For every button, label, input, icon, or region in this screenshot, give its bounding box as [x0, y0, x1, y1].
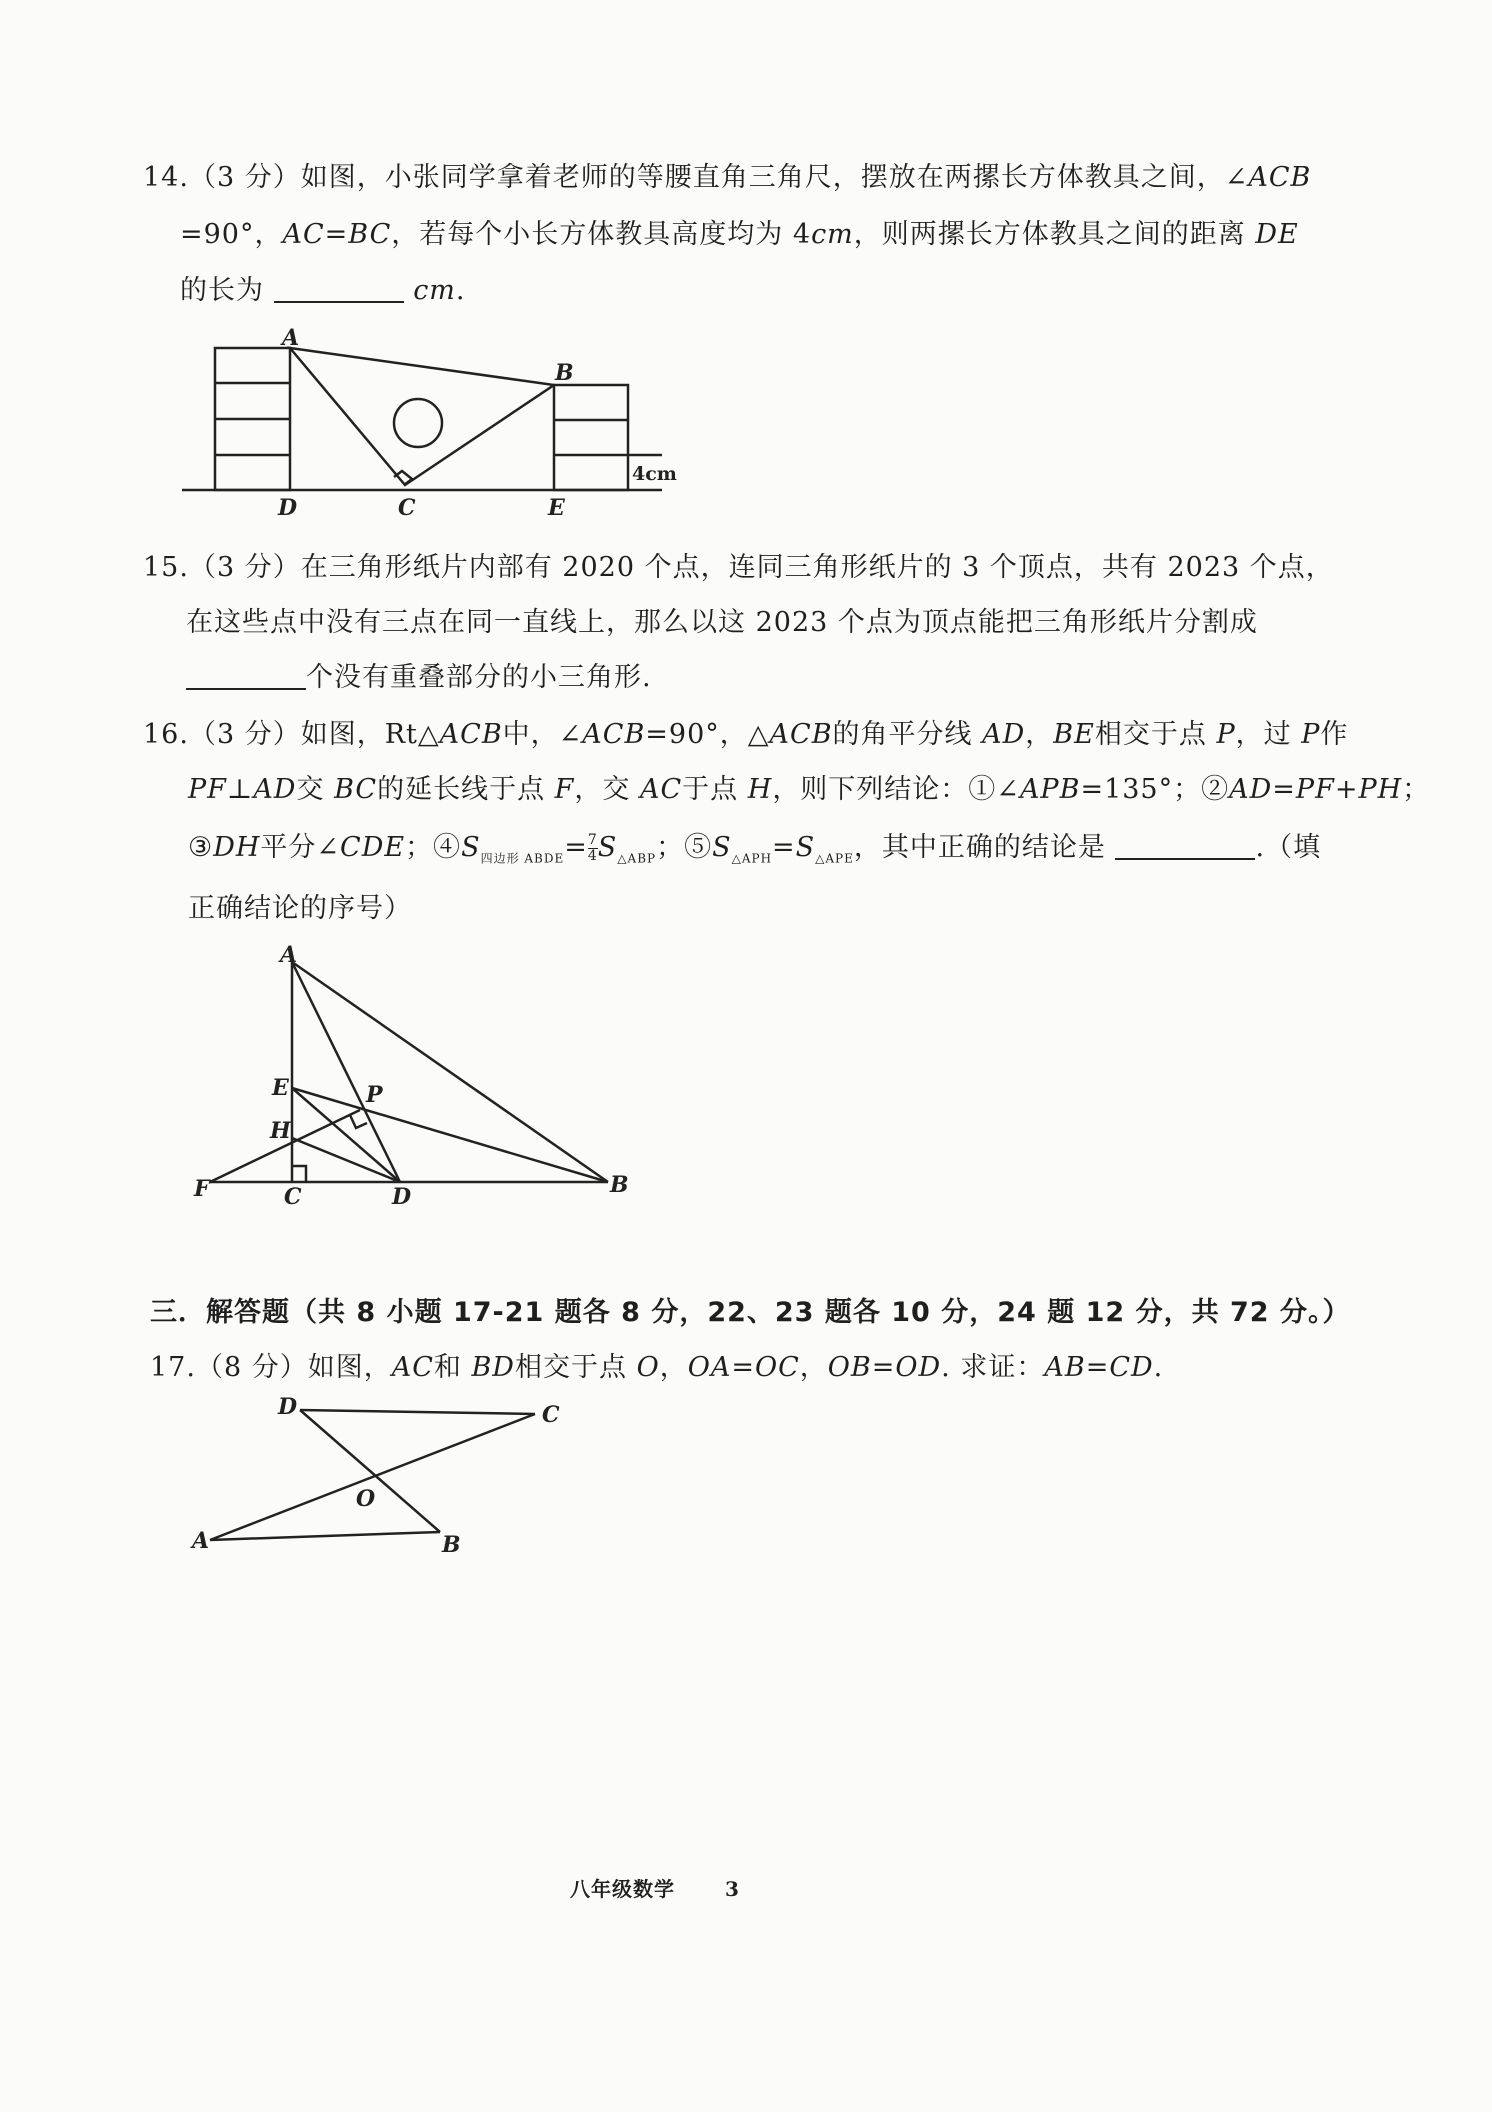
q14-line1: [143, 155, 1311, 194]
q17-math: BD: [471, 1352, 515, 1383]
q15-answer-blank[interactable]: [186, 662, 306, 690]
q16-math: P: [1301, 719, 1321, 750]
q14-ac: AC: [282, 219, 325, 250]
q16-subscript: △APE: [815, 851, 854, 866]
page-footer: [570, 1873, 790, 1902]
q14-label-a: A: [282, 325, 300, 351]
q16-math: PH: [1358, 774, 1403, 805]
q17-label-d: D: [278, 1394, 298, 1420]
section3-heading: 三．解答题（共 8 小题 17-21 题各 8 分，22、23 题各 10 分，24 题 12 分，共 72 分。）: [150, 1297, 1351, 1328]
q14-text: =90°，: [180, 219, 283, 250]
q17-text: ，: [659, 1352, 688, 1383]
q16-text: ；④: [405, 832, 462, 863]
q17-math: AC: [391, 1352, 434, 1383]
q16-math: BE: [1053, 719, 1095, 750]
q16-math: DH: [213, 832, 261, 863]
q16-math: AC: [640, 774, 683, 805]
q14-unit: cm: [413, 275, 456, 306]
footer-page-number: 3: [725, 1877, 740, 1901]
q16-text: +: [1334, 774, 1359, 805]
q17-text: =: [871, 1352, 896, 1383]
q16-text: .（填: [1255, 832, 1322, 863]
q17-math: O: [636, 1352, 660, 1383]
q16-figure: [180, 940, 640, 1210]
q16-line2: [188, 767, 1430, 806]
q16-text: 相交于点: [1094, 719, 1217, 750]
q16-text: =: [1272, 774, 1296, 805]
q16-label-c: C: [284, 1184, 302, 1210]
q17-text: . 求证：: [941, 1352, 1045, 1383]
q15-line2: 在这些点中没有三点在同一直线上，那么以这 2023 个点为顶点能把三角形纸片分割成: [186, 607, 1258, 638]
q16-math: ACB: [439, 719, 503, 750]
q17-math: CD: [1109, 1352, 1154, 1383]
q17-math: AB: [1044, 1352, 1086, 1383]
q16-math: PF: [188, 774, 227, 805]
q16-label-d: D: [392, 1184, 412, 1210]
q14-figure: [170, 325, 690, 525]
q16-math: S: [712, 832, 732, 863]
q16-subscript: △ABP: [617, 851, 657, 866]
q16-line3: [188, 825, 1321, 866]
q14-text: ，则两摞长方体教具之间的距离: [853, 219, 1256, 250]
q16-text: 16.（3 分）如图，Rt△: [143, 719, 440, 750]
q17-label-o: O: [356, 1486, 376, 1512]
q14-bc: BC: [348, 219, 392, 250]
q16-math: F: [554, 774, 575, 805]
q16-math: S: [597, 832, 618, 863]
q14-text: =: [324, 219, 349, 250]
q16-label-h: H: [270, 1118, 291, 1144]
q16-text: 的延长线于点: [377, 774, 555, 805]
footer-subject: 八年级数学: [570, 1877, 675, 1901]
q17-figure: [180, 1390, 580, 1570]
q17-text: 相交于点: [514, 1352, 637, 1383]
q16-math: AD: [1229, 774, 1273, 805]
q16-text: =135°；②: [1080, 774, 1230, 805]
q14-angle-acb: ACB: [1248, 162, 1312, 193]
q16-text: =90°，△: [645, 719, 770, 750]
q17-math: OC: [754, 1352, 800, 1383]
q14-text: 14.（3 分）如图，小张同学拿着老师的等腰直角三角尺，摆放在两摞长方体教具之间，∠: [143, 162, 1249, 193]
q16-line4: 正确结论的序号）: [188, 893, 412, 924]
q16-answer-blank[interactable]: [1115, 832, 1255, 860]
q16-text: ，过: [1235, 719, 1302, 750]
q16-text: ③: [188, 832, 214, 863]
q16-math: S: [461, 832, 481, 863]
q16-label-f: F: [194, 1176, 210, 1202]
q16-subscript: 四边形 ABDE: [480, 851, 565, 866]
q16-label-p: P: [366, 1082, 383, 1108]
q16-math: S: [795, 832, 816, 863]
q17-text: 和: [433, 1352, 472, 1383]
q16-math: ACB: [582, 719, 646, 750]
q15-line3: [186, 655, 652, 694]
q16-text: 的角平分线: [832, 719, 983, 750]
q14-label-b: B: [555, 360, 574, 386]
q14-line2: [180, 212, 1299, 251]
q15-text: 个没有重叠部分的小三角形.: [306, 662, 652, 693]
q17-math: OB: [827, 1352, 872, 1383]
q16-text: ，交: [574, 774, 640, 805]
q16-math: PF: [1295, 774, 1335, 805]
q14-label-d: D: [278, 495, 298, 521]
q16-math: BC: [334, 774, 378, 805]
q16-subscript: △APH: [731, 851, 773, 866]
q16-text: ，其中正确的结论是: [853, 832, 1106, 863]
q14-label-e: E: [548, 495, 565, 521]
q16-label-e: E: [272, 1075, 289, 1101]
q15-line1: 15.（3 分）在三角形纸片内部有 2020 个点，连同三角形纸片的 3 个顶点，共有 2023 个点，: [143, 552, 1334, 583]
q16-label-a: A: [280, 942, 298, 968]
q14-de: DE: [1255, 219, 1299, 250]
q16-text: 中，∠: [502, 719, 583, 750]
q16-math: P: [1216, 719, 1236, 750]
q16-frac-num: 7: [587, 832, 598, 848]
q14-line3: [180, 268, 466, 307]
q16-math: CDE: [340, 832, 406, 863]
q17-line: [150, 1345, 1163, 1384]
q14-text: 的长为: [180, 275, 274, 306]
q17-label-c: C: [542, 1402, 560, 1428]
q16-line1: [143, 712, 1348, 751]
q16-text: ，则下列结论：①∠: [772, 774, 1020, 805]
q16-math: AD: [253, 774, 297, 805]
q14-label-height: 4cm: [632, 463, 677, 485]
q16-text: 于点: [682, 774, 748, 805]
q17-text: ，: [799, 1352, 828, 1383]
q16-label-b: B: [610, 1172, 629, 1198]
q17-math: OA: [687, 1352, 732, 1383]
q14-text: .: [455, 275, 466, 306]
q17-text: 17.（8 分）如图，: [150, 1352, 392, 1383]
q16-frac-den: 4: [587, 848, 598, 864]
q16-math: H: [747, 774, 773, 805]
q16-text: ，: [1025, 719, 1054, 750]
q16-text: =: [564, 832, 588, 863]
q14-answer-blank[interactable]: [274, 275, 404, 303]
q17-label-b: B: [442, 1532, 461, 1558]
q16-math: APB: [1019, 774, 1081, 805]
q16-text: 平分∠: [260, 832, 341, 863]
q16-math: AD: [982, 719, 1026, 750]
q16-text: 作: [1320, 719, 1349, 750]
q17-text: =: [731, 1352, 755, 1383]
q16-text: 交: [296, 774, 335, 805]
q16-text: =: [772, 832, 796, 863]
q14-unit: cm: [811, 219, 854, 250]
q16-math: ACB: [769, 719, 833, 750]
q17-text: =: [1085, 1352, 1110, 1383]
q16-text: ⊥: [226, 774, 254, 805]
q16-text: ；⑤: [656, 832, 713, 863]
q14-label-c: C: [398, 495, 416, 521]
q16-fraction: [588, 833, 598, 864]
q14-text: ，若每个小长方体教具高度均为 4: [391, 219, 812, 250]
q17-math: OD: [895, 1352, 942, 1383]
q17-text: .: [1153, 1352, 1164, 1383]
q17-label-a: A: [192, 1528, 210, 1554]
q16-text: ；: [1402, 774, 1431, 805]
